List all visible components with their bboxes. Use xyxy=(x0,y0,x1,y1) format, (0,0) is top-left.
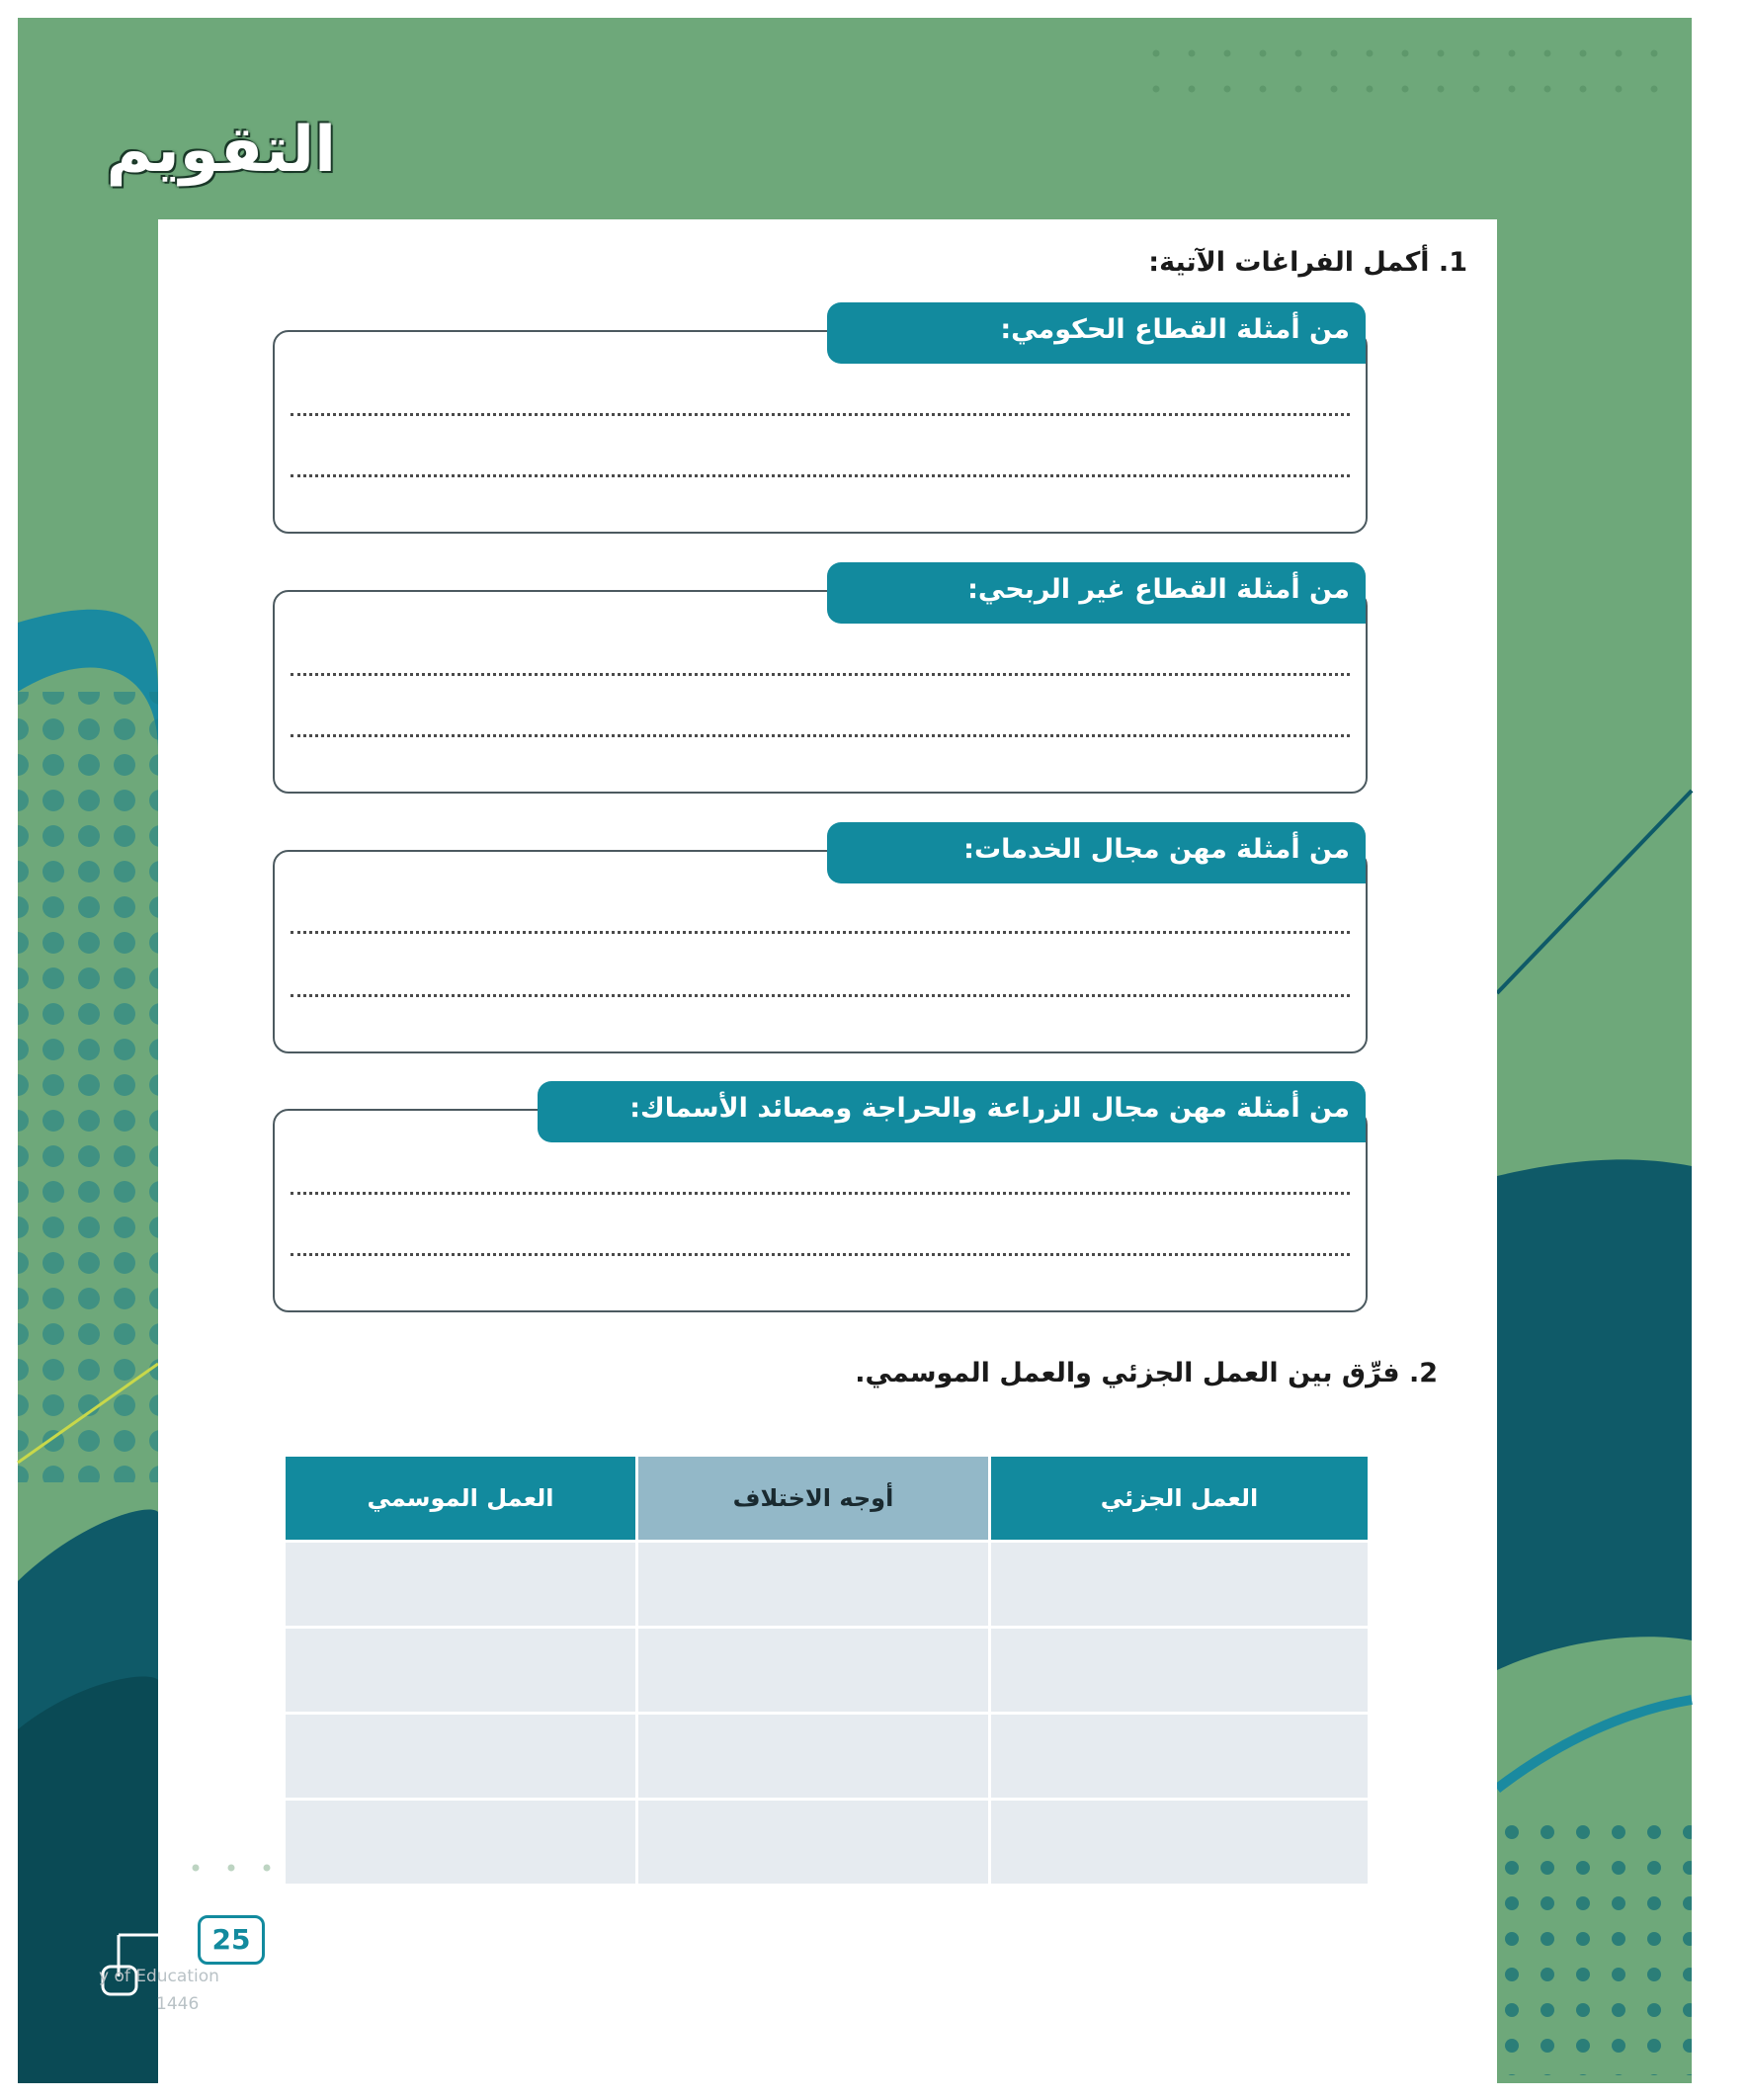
table-row xyxy=(285,1800,1370,1886)
answer-line[interactable] xyxy=(291,673,1350,676)
question-1: 1. أكمل الفراغات الآتية: xyxy=(1148,247,1467,278)
table-cell[interactable] xyxy=(637,1800,990,1886)
answer-line[interactable] xyxy=(291,474,1350,477)
fill-box-label: من أمثلة القطاع الحكومي: xyxy=(827,302,1366,364)
answer-line[interactable] xyxy=(291,413,1350,416)
fill-box-label: من أمثلة مهن مجال الزراعة والحراجة ومصائد الأسماك: xyxy=(538,1081,1366,1142)
table-cell[interactable] xyxy=(990,1800,1370,1886)
comparison-table xyxy=(283,1457,1371,1887)
fill-box-label: من أمثلة القطاع غير الربحي: xyxy=(827,562,1366,624)
table-cell[interactable] xyxy=(990,1714,1370,1800)
table-row xyxy=(285,1714,1370,1800)
table-cell[interactable] xyxy=(990,1628,1370,1714)
table-header-part-time: العمل الجزئي xyxy=(990,1457,1370,1542)
table-cell[interactable] xyxy=(285,1628,637,1714)
question-2: 2. فرِّق بين العمل الجزئي والعمل الموسمي. xyxy=(855,1358,1438,1388)
table-row xyxy=(285,1628,1370,1714)
answer-line[interactable] xyxy=(291,1253,1350,1256)
ministry-logo-text: y of Education xyxy=(99,1967,219,1986)
page-title: التقويم xyxy=(106,114,336,187)
table-cell[interactable] xyxy=(990,1542,1370,1628)
table-cell[interactable] xyxy=(285,1542,637,1628)
table-header-differences: أوجه الاختلاف xyxy=(637,1457,990,1542)
table-cell[interactable] xyxy=(637,1542,990,1628)
table-cell[interactable] xyxy=(637,1628,990,1714)
fill-box-services[interactable] xyxy=(273,834,1368,1053)
fill-box-label: من أمثلة مهن مجال الخدمات: xyxy=(827,822,1366,883)
page-number: 25 xyxy=(198,1915,265,1965)
table-row xyxy=(285,1542,1370,1628)
footer-year: 1446 xyxy=(156,1994,200,2014)
table-cell[interactable] xyxy=(285,1800,637,1886)
answer-line[interactable] xyxy=(291,931,1350,934)
fill-box-nonprofit[interactable] xyxy=(273,574,1368,794)
table-cell[interactable] xyxy=(285,1714,637,1800)
answer-line[interactable] xyxy=(291,994,1350,997)
answer-line[interactable] xyxy=(291,734,1350,737)
fill-box-agriculture[interactable] xyxy=(273,1093,1368,1312)
fill-box-government[interactable] xyxy=(273,314,1368,534)
table-cell[interactable] xyxy=(637,1714,990,1800)
table-header-seasonal: العمل الموسمي xyxy=(285,1457,637,1542)
answer-line[interactable] xyxy=(291,1192,1350,1195)
